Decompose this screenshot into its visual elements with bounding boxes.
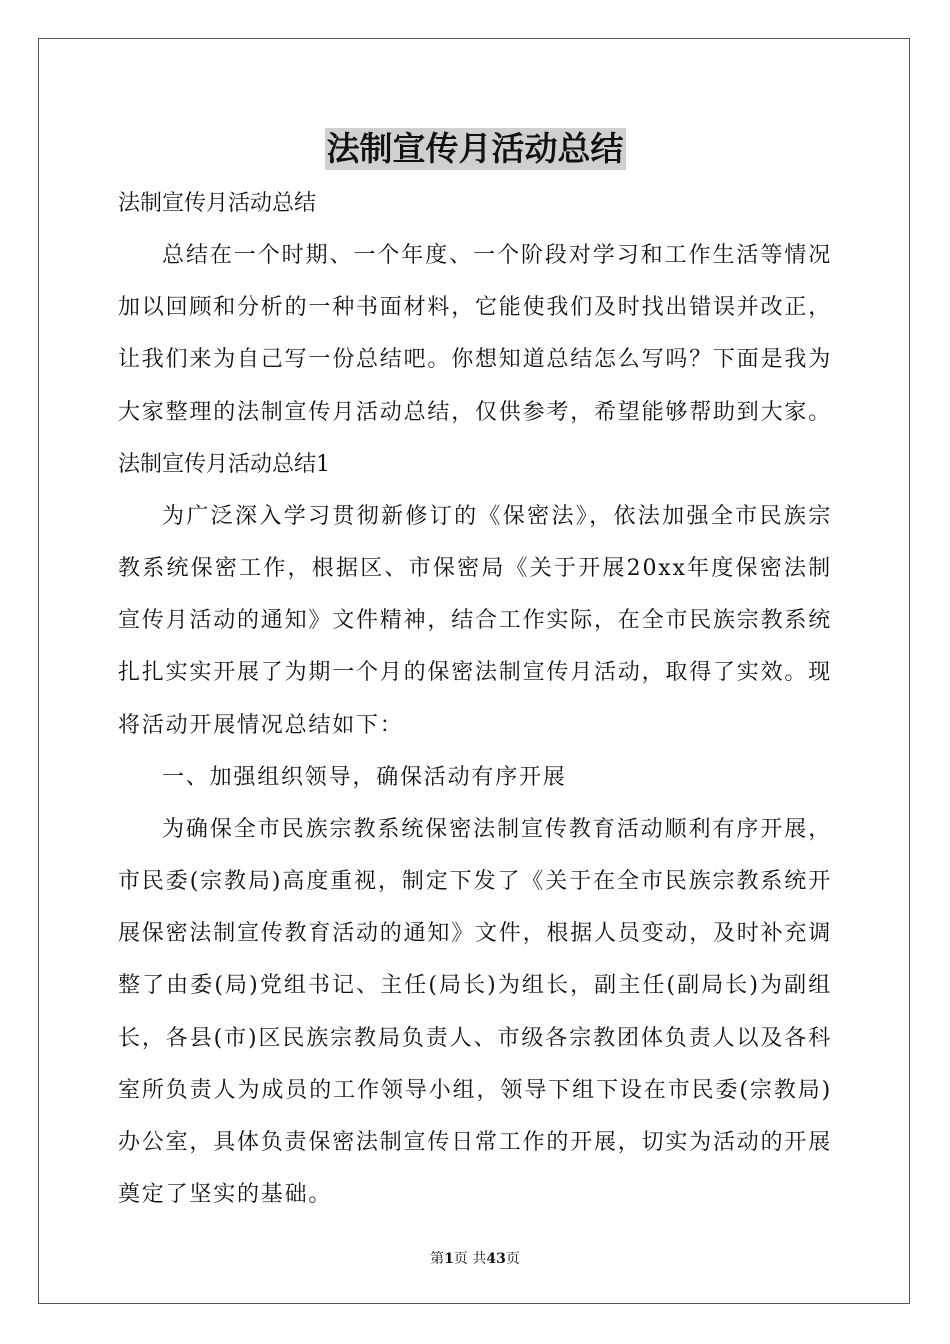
paragraph-1: 为广泛深入学习贯彻新修订的《保密法》，依法加强全市民族宗教系统保密工作，根据区、市保密局《关于开展20xx年度保密法制宣传月活动的通知》文件精神，结合工作实际，在全市民族宗教系统扎扎实实开展了为期一个月的保密法制宣传月活动，取得了实效。现将活动开展情况总结如下： <box>118 503 833 738</box>
heading-1: 一、加强组织领导，确保活动有序开展 <box>162 764 567 790</box>
page-footer <box>0 1248 950 1268</box>
document-body <box>118 178 832 1221</box>
document-title: 法制宣传月活动总结 <box>326 129 624 168</box>
intro-paragraph: 总结在一个时期、一个年度、一个阶段对学习和工作生活等情况加以回顾和分析的一种书面材料，它能使我们及时找出错误并改正，让我们来为自己写一份总结吧。你想知道总结怎么写吗？下面是我为大家整理的法制宣传月活动总结，仅供参考，希望能够帮助到大家。 <box>118 243 833 425</box>
section-title: 法制宣传月活动总结1 <box>118 451 330 477</box>
paragraph-2: 为确保全市民族宗教系统保密法制宣传教育活动顺利有序开展，市民委(宗教局)高度重视，制定下发了《关于在全市民族宗教系统开展保密法制宣传教育活动的通知》文件，根据人员变动，及时补充调整了由委(局)党组书记、主任(局长)为组长，副主任(副局长)为副组长，各县(市)区民族宗教局负责人、市级各宗教团体负责人以及各科室所负责人为成员的工作领导小组，领导下组下设在市民委(宗教局)办公室，具体负责保密法制宣传日常工作的开展，切实为活动的开展奠定了坚实的基础。 <box>118 816 833 1208</box>
page-current: 1 <box>444 1251 454 1267</box>
document-subtitle: 法制宣传月活动总结 <box>118 191 317 216</box>
title-container <box>0 128 950 170</box>
page-mid: 页 共 <box>453 1251 487 1267</box>
page-prefix: 第 <box>430 1251 445 1267</box>
page-suffix: 页 <box>505 1251 520 1267</box>
page-total: 43 <box>486 1251 506 1267</box>
